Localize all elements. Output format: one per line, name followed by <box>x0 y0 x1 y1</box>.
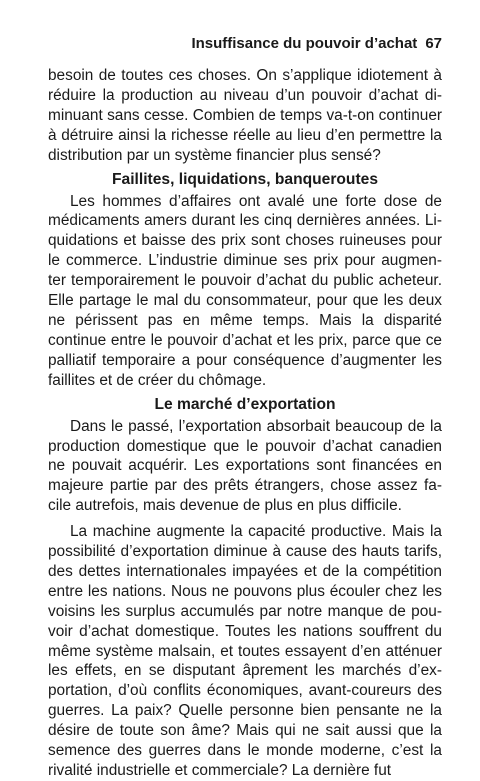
page-number: 67 <box>425 35 442 52</box>
running-title: Insuffisance du pouvoir d’achat <box>191 35 418 52</box>
paragraph-exportation-1: Dans le passé, l’exportation absorbait beaucoup de la production domestique que le pouvoir d’achat canadien ne pouvait acquérir. Les exportations sont financées en majeure partie par des prêts étrangers, chose assez facile autrefois, mais devenue de plus en plus difficile. <box>48 417 442 515</box>
section-heading-exportation: Le marché d’exportation <box>154 395 336 413</box>
paragraph-faillites: Les hommes d’affaires ont avalé une forte dose de médicaments amers durant les cinq dernières années. Liquidations et baisse des prix sont choses ruineuses pour le commerce. L’industrie diminue ses prix pour augmenter temporairement le pouvoir d’achat du public acheteur. Elle partage le mal du consommateur, pour que les deux ne périssent pas en même temps. Mais la disparité continue entre le pouvoir d’achat et les prix, parce que ce palliatif temporaire a pour conséquence d’augmenter les faillites et de créer du chômage. <box>48 192 442 389</box>
running-header <box>48 34 442 54</box>
paragraph-exportation-2: La machine augmente la capacité productive. Mais la possibilité d’exportation diminue à cause des hauts tarifs, des dettes internationales impayées et de la compétition entre les nations. Nous ne pouvons plus écouler chez les voisins les surplus accumulés par notre manque de pouvoir d’achat domestique. Toutes les nations souffrent du même système malsain, et toutes essayent d’en atténuer les effets, en se disputant âprement les marchés d’exportation, d’où conflits économiques, avant-coureurs des guerres. La paix? Quelle personne bien pensante ne la désire de toute son âme? Mais qui ne sait aussi que la semence des guerres dans le monde moderne, c’est la rivalité industrielle et commerciale? La dernière fut <box>48 523 442 779</box>
paragraph-continued: besoin de toutes ces choses. On s’applique idiotement à réduire la production au niveau d’un pouvoir d’achat diminuant sans cesse. Combien de temps va-t-on continuer à détruire ainsi la richesse réelle au lieu d’en permettre la distribution par un système financier plus sensé? <box>48 67 442 164</box>
section-heading-faillites: Faillites, liquidations, banqueroutes <box>112 170 378 188</box>
